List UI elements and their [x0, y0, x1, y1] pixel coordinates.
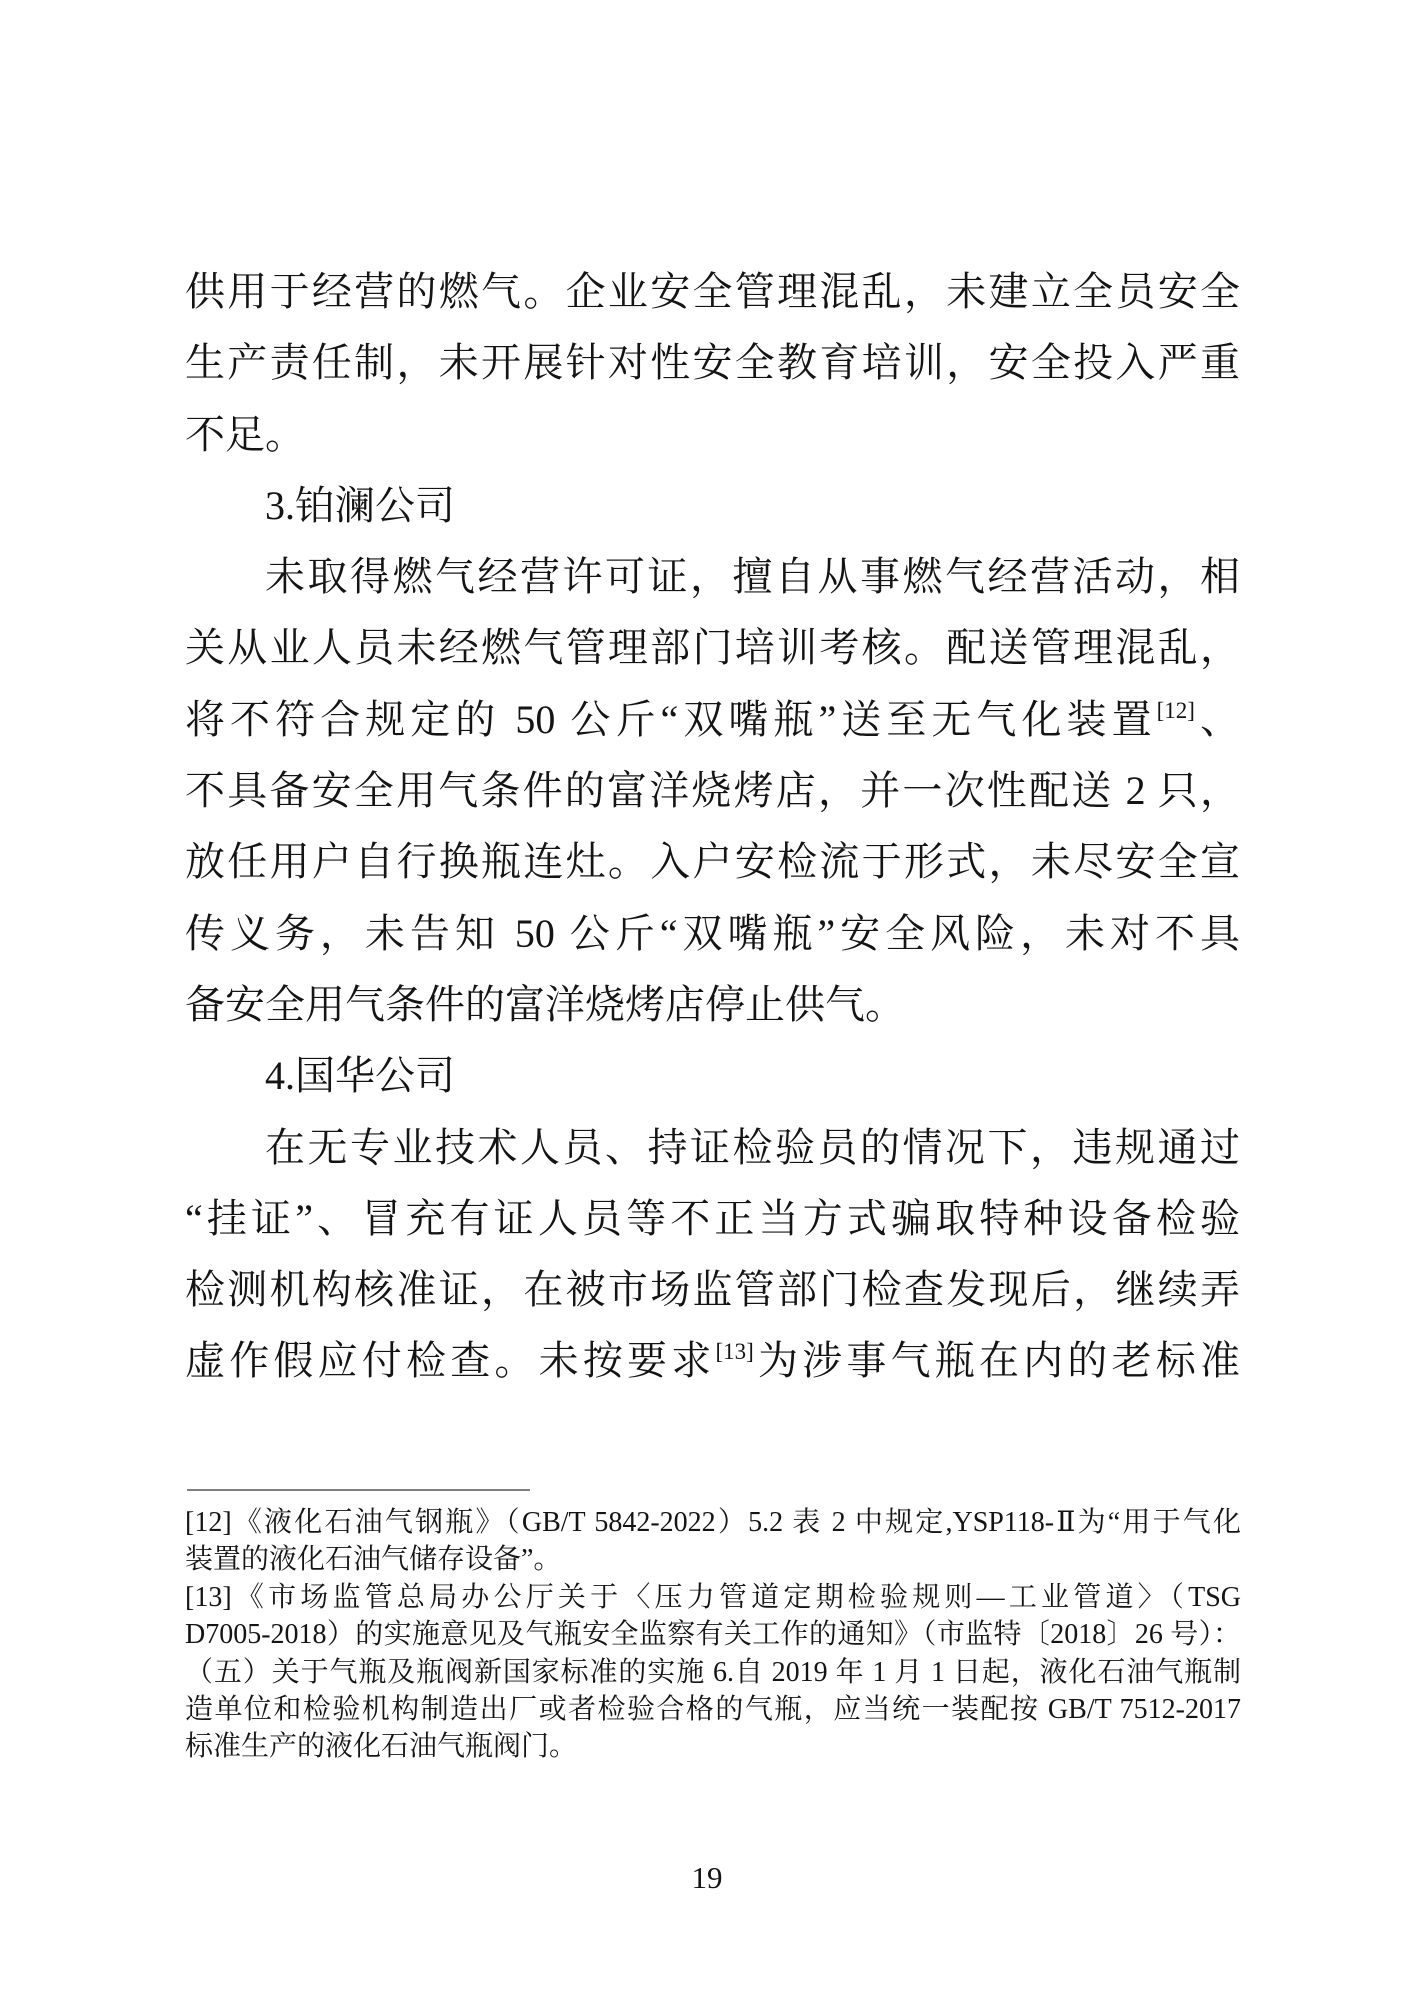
footnote-line	[185, 1616, 1241, 1653]
text-segment: 4.国华公司	[265, 1053, 455, 1099]
text-segment: 虚作假应付检查。未按要求	[185, 1338, 716, 1384]
text-segment: 将不符合规定的 50 公斤“双嘴瓶”送至无气化装置	[185, 696, 1157, 742]
text-segment: D7005-2018）的实施意见及气瓶安全监察有关工作的通知》（市监特〔2018〕26 号）：	[185, 1619, 1241, 1651]
body-line	[185, 684, 1240, 755]
text-segment: 标准生产的液化石油气瓶阀门。	[185, 1731, 578, 1763]
footnote-line	[185, 1691, 1241, 1728]
text-segment: 传义务，未告知 50 公斤“双嘴瓶”安全风险，未对不具	[185, 910, 1240, 956]
text-segment: 3.铂澜公司	[265, 482, 455, 528]
text-segment: “挂证”、冒充有证人员等不正当方式骗取特种设备检验	[185, 1195, 1240, 1241]
footnote-line	[185, 1654, 1241, 1691]
body-line	[185, 1183, 1240, 1254]
body-text-block	[185, 256, 1240, 1397]
text-segment: 关从业人员未经燃气管理部门培训考核。配送管理混乱，	[185, 625, 1240, 671]
body-line	[185, 969, 1240, 1040]
body-line	[185, 755, 1240, 826]
footnote-line	[185, 1504, 1241, 1541]
body-line	[185, 1325, 1240, 1396]
text-segment: 生产责任制，未开展针对性安全教育培训，安全投入严重	[185, 340, 1240, 386]
footnotes-block	[185, 1504, 1241, 1766]
text-segment: 不足。	[185, 411, 305, 457]
body-line	[185, 898, 1240, 969]
text-segment: 放任用户自行换瓶连灶。入户安检流于形式，未尽安全宣	[185, 839, 1240, 885]
text-segment: （五）关于气瓶及瓶阀新国家标准的实施 6.自 2019 年 1 月 1 日起，液化石油气瓶制	[185, 1656, 1241, 1688]
text-segment: 备安全用气条件的富洋烧烤店停止供气。	[185, 981, 905, 1027]
text-segment: 在无专业技术人员、持证检验员的情况下，违规通过	[265, 1124, 1240, 1170]
footnote-line	[185, 1579, 1241, 1616]
footnote-line	[185, 1541, 1241, 1578]
footnote-separator	[187, 1489, 530, 1491]
body-line	[185, 541, 1240, 612]
body-line	[185, 612, 1240, 683]
footnote-reference-superscript: [12]	[1156, 697, 1195, 723]
text-segment: [12]《液化石油气钢瓶》（GB/T 5842-2022）5.2 表 2 中规定,YSP118-Ⅱ为“用于气化	[185, 1507, 1241, 1538]
text-segment: 为涉事气瓶在内的老标准	[753, 1338, 1240, 1384]
body-line	[185, 826, 1240, 897]
page-number: 19	[691, 1860, 723, 1895]
body-line	[185, 256, 1240, 327]
text-segment: 造单位和检验机构制造出厂或者检验合格的气瓶，应当统一装配按 GB/T 7512-2017	[185, 1694, 1241, 1726]
footnote-line	[185, 1728, 1241, 1765]
body-line	[185, 399, 1240, 470]
footnote-reference-superscript: [13]	[715, 1339, 754, 1365]
text-segment: 装置的液化石油气储存设备”。	[185, 1544, 562, 1576]
text-segment: 、	[1194, 696, 1241, 742]
text-segment: 不具备安全用气条件的富洋烧烤店，并一次性配送 2 只，	[185, 768, 1240, 814]
text-segment: 未取得燃气经营许可证，擅自从事燃气经营活动，相	[265, 554, 1240, 600]
body-line	[185, 1254, 1240, 1325]
body-line	[185, 1040, 1240, 1111]
text-segment: 检测机构核准证，在被市场监管部门检查发现后，继续弄	[185, 1267, 1240, 1313]
body-line	[185, 470, 1240, 541]
body-line	[185, 1112, 1240, 1183]
text-segment: 供用于经营的燃气。企业安全管理混乱，未建立全员安全	[185, 269, 1240, 314]
body-line	[185, 327, 1240, 398]
text-segment: [13]《市场监管总局办公厅关于〈压力管道定期检验规则—工业管道〉（TSG	[185, 1581, 1241, 1613]
